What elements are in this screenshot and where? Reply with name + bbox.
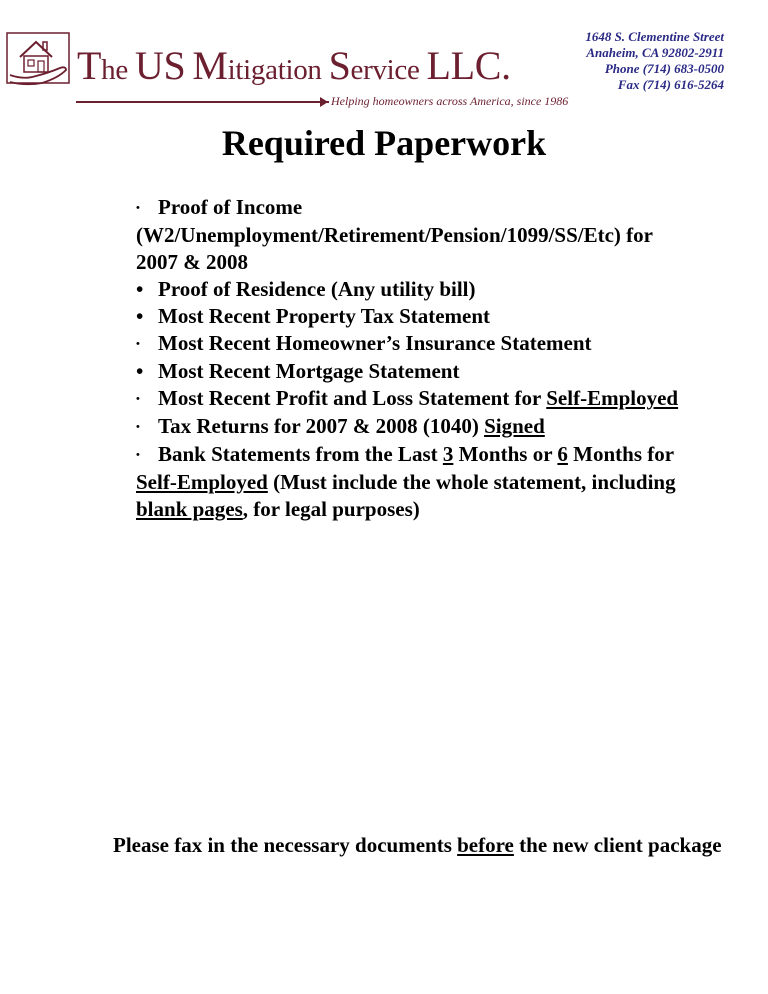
underlined-text: 3 (442, 442, 454, 466)
text-segment: Tax Returns for 2007 & 2008 (1040) (158, 414, 485, 438)
text-segment: Most Recent Property Tax Statement (158, 304, 491, 328)
text-segment: Bank Statements from the Last (158, 442, 443, 466)
text-segment: Please fax in the necessary documents (113, 833, 458, 857)
address-city: Anaheim, CA 92802-2911 (586, 45, 724, 60)
bullet-icon: • (136, 421, 140, 433)
text-segment: Proof of Income (W2/Unemployment/Retirement/Pension/1099/SS/Etc) for 2007 & 2008 (136, 195, 653, 274)
list-item (136, 303, 696, 330)
text-segment: Months or (453, 442, 558, 466)
bullet-icon: • (136, 359, 144, 383)
company-name-initial: M (192, 43, 228, 88)
list-item (136, 276, 696, 303)
house-in-hand-logo-icon (6, 30, 72, 88)
address-street: 1648 S. Clementine Street (585, 29, 724, 44)
bullet-icon: • (136, 304, 144, 328)
text-segment: , for legal purposes) (242, 497, 420, 521)
list-item (136, 358, 696, 385)
text-segment: Most Recent Homeowner’s Insurance Statement (158, 331, 592, 355)
text-segment: Proof of Residence (Any utility bill) (158, 277, 476, 301)
text-segment: (Must include the whole statement, including (267, 470, 676, 494)
bullet-icon: • (136, 393, 140, 405)
tagline-rule (76, 101, 329, 103)
company-name-initial: US (134, 43, 186, 88)
underlined-text: Self-Employed (136, 470, 268, 494)
company-name-rest: itigation (227, 54, 329, 86)
underlined-text: blank pages (136, 497, 243, 521)
address-phone: Phone (714) 683-0500 (604, 61, 724, 76)
company-name-rest: ervice (350, 54, 427, 86)
underlined-text: 6 (557, 442, 568, 466)
list-item (136, 413, 696, 441)
underlined-text: before (457, 833, 514, 857)
address-fax: Fax (714) 616-5264 (617, 77, 724, 92)
list-item (136, 194, 696, 276)
bullet-icon: • (136, 338, 140, 350)
company-name-initial: LLC. (426, 43, 511, 88)
required-documents-list (136, 194, 696, 523)
company-name (77, 42, 511, 89)
list-item (136, 385, 696, 413)
bullet-icon: • (136, 202, 140, 214)
fax-instruction (113, 832, 733, 859)
underlined-text: Signed (484, 414, 545, 438)
address-block (585, 29, 724, 93)
company-name-initial: T (77, 43, 102, 88)
tagline: Helping homeowners across America, since 1986 (331, 94, 569, 108)
company-name-initial: S (328, 43, 351, 88)
list-item (136, 330, 696, 358)
page-title: Required Paperwork (221, 123, 547, 163)
text-segment: Most Recent Profit and Loss Statement for (158, 386, 547, 410)
bullet-icon: • (136, 449, 140, 461)
arrow-right-icon (320, 97, 328, 107)
text-segment: Months for (567, 442, 674, 466)
bullet-icon: • (136, 277, 144, 301)
underlined-text: Self-Employed (546, 386, 679, 410)
list-item (136, 441, 696, 523)
company-name-rest: he (101, 54, 135, 86)
text-segment: Most Recent Mortgage Statement (158, 359, 460, 383)
text-segment: the new client package (513, 833, 722, 857)
